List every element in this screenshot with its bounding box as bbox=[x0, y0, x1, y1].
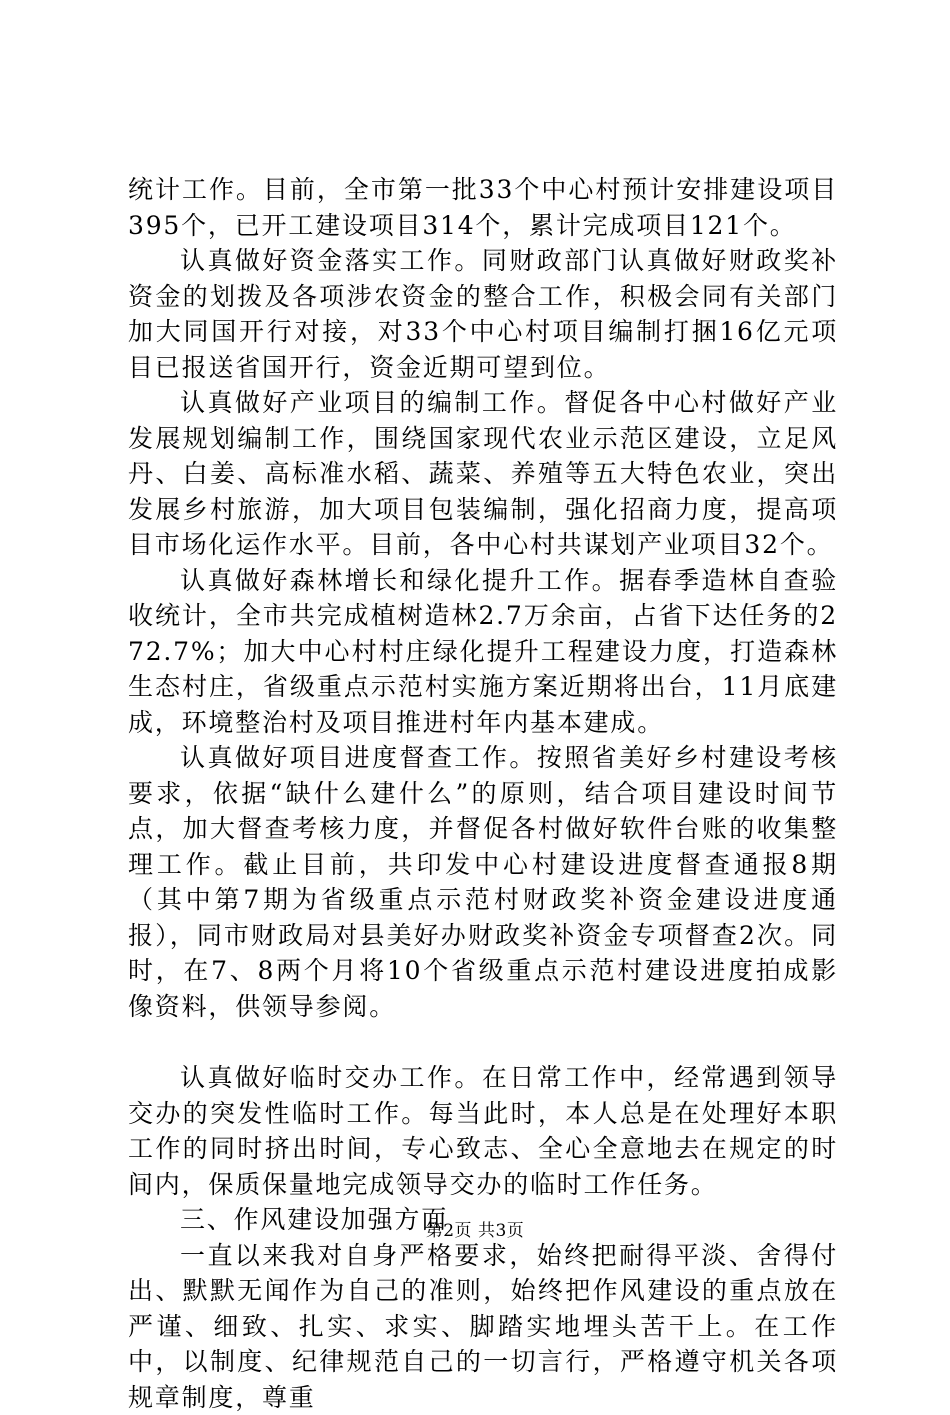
paragraph-work-style: 一直以来我对自身严格要求，始终把耐得平淡、舍得付出、默默无闻作为自己的准则，始终把作风建设的重点放在严谨、细致、扎实、求实、脚踏实地埋头苦干上。在工作中，以制度、纪律规范自己的一切言行，严格遵守机关各项规章制度，尊重 bbox=[128, 1238, 838, 1415]
paragraph-funding: 认真做好资金落实工作。同财政部门认真做好财政奖补资金的划拨及各项涉农资金的整合工作，积极会同有关部门加大同国开行对接，对33个中心村项目编制打捆16亿元项目已报送省国开行，资金近期可望到位。 bbox=[128, 243, 838, 385]
paragraph-progress-inspection: 认真做好项目进度督查工作。按照省美好乡村建设考核要求，依据“缺什么建什么”的原则，结合项目建设时间节点，加大督查考核力度，并督促各村做好软件台账的收集整理工作。截止目前，共印发中心村建设进度督查通报8期（其中第7期为省级重点示范村财政奖补资金建设进度通报），同市财政局对县美好办财政奖补资金专项督查2次。同时，在7、8两个月将10个省级重点示范村建设进度拍成影像资料，供领导参阅。 bbox=[128, 740, 838, 1024]
page-footer: 第2页 共3页 bbox=[0, 1216, 950, 1241]
paragraph-industry-projects: 认真做好产业项目的编制工作。督促各中心村做好产业发展规划编制工作，围绕国家现代农业示范区建设，立足风丹、白姜、高标准水稻、蔬菜、养殖等五大特色农业，突出发展乡村旅游，加大项目包装编制，强化招商力度，提高项目市场化运作水平。目前，各中心村共谋划产业项目32个。 bbox=[128, 385, 838, 563]
paragraph-statistics: 统计工作。目前，全市第一批33个中心村预计安排建设项目395个，已开工建设项目314个，累计完成项目121个。 bbox=[128, 172, 838, 243]
paragraph-forest-greening: 认真做好森林增长和绿化提升工作。据春季造林自查验收统计，全市共完成植树造林2.7万余亩，占省下达任务的272.7%；加大中心村村庄绿化提升工程建设力度，打造森林生态村庄，省级重点示范村实施方案近期将出台，11月底建成，环境整治村及项目推进村年内基本建成。 bbox=[128, 563, 838, 741]
section-heading-work-style: 三、作风建设加强方面 bbox=[128, 1202, 838, 1238]
paragraph-temporary-tasks: 认真做好临时交办工作。在日常工作中，经常遇到领导交办的突发性临时工作。每当此时，本人总是在处理好本职工作的同时挤出时间，专心致志、全心全意地去在规定的时间内，保质保量地完成领导交办的临时工作任务。 bbox=[128, 1060, 838, 1202]
